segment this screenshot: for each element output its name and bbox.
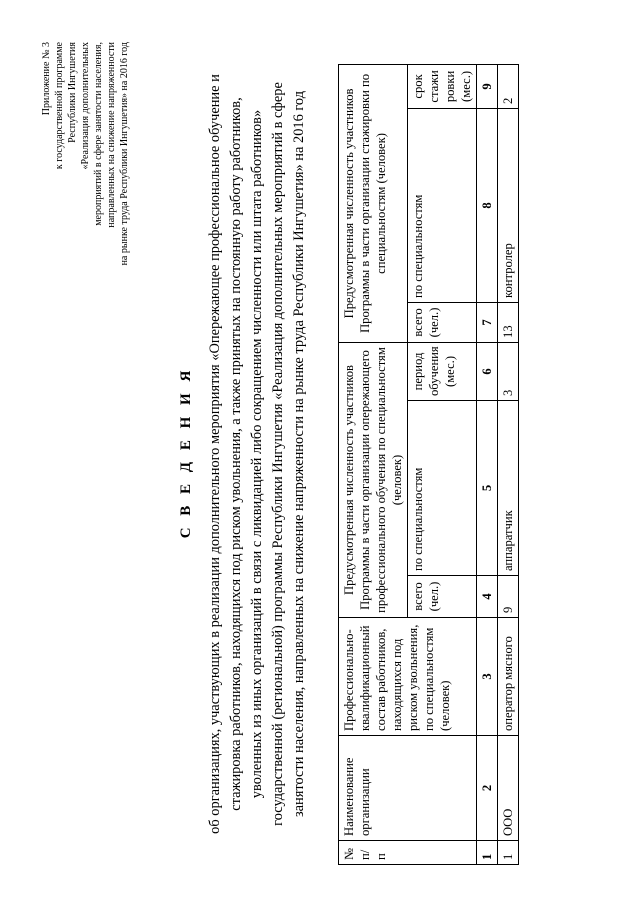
data-table: [338, 64, 519, 865]
header-training-total: всего (чел.): [408, 576, 477, 618]
cell-internship-spec: контролер: [498, 108, 519, 302]
document-title: С В Е Д Е Н И Я: [178, 366, 194, 539]
header-internship-group: Предусмотренная численность участников Программы в части организации стажировки по специальностям (человек): [339, 64, 408, 342]
header-internship-total: всего (чел.): [408, 302, 477, 342]
cell-internship-period: 2: [498, 64, 519, 108]
appendix-line: на рынке труда Республики Ингушетия» на 2016 год: [119, 42, 130, 266]
cell-training-period: 3: [498, 342, 519, 400]
header-internship-period: срок стажи ровки (мес.): [408, 64, 477, 108]
appendix-line: Республики Ингушетия: [67, 42, 78, 143]
appendix-line: «Реализация дополнительных: [80, 42, 91, 170]
appendix-line: направленных на снижение напряженности: [106, 42, 117, 228]
column-number: 9: [477, 64, 498, 108]
table-row: [498, 64, 519, 864]
column-number: 2: [477, 736, 498, 841]
column-number: 4: [477, 576, 498, 618]
appendix-line: к государственной программе: [54, 42, 65, 170]
cell-internship-total: 13: [498, 302, 519, 342]
cell-num: 1: [498, 841, 519, 865]
cell-training-total: 9: [498, 576, 519, 618]
column-number-row: [477, 64, 498, 864]
column-number: 8: [477, 108, 498, 302]
header-internship-by-spec: по специальностям: [408, 108, 477, 302]
document-subtitle: об организациях, участвующих в реализации дополнительного мероприятия «Опережающее профессиональное обучение и стажировка работников, находящихся под риском увольнения, а также принятых на постоянную работу работников, уволенных из иных организаций в связи с ликвидацией либо сокращением численности или штата работников» государственной (региональной) программы Республики Ингушетия «Реализация дополнительных мероприятий в сфере занятости населения, направленных на снижение напряженности на рынке труда Республики Ингушетия» на 2016 год: [207, 74, 307, 834]
header-training-period: период обучения (мес.): [408, 342, 477, 400]
column-number: 6: [477, 342, 498, 400]
cell-org: ООО: [498, 736, 519, 841]
column-number: 7: [477, 302, 498, 342]
header-num: № п/ п: [339, 841, 477, 865]
cell-composition: оператор мясного: [498, 618, 519, 736]
header-qual-composition: Профессионально-квалификационный состав работников, находящихся под риском увольнения, по специальностям (человек): [339, 618, 477, 736]
header-row: [339, 64, 408, 864]
appendix-line: мероприятий в сфере занятости населения,: [93, 42, 104, 226]
column-number: 1: [477, 841, 498, 865]
header-org-name: Наименование организации: [339, 736, 477, 841]
header-training-by-spec: по специальностям: [408, 401, 477, 576]
appendix-line: Приложение № 3: [41, 42, 52, 116]
column-number: 5: [477, 401, 498, 576]
header-training-group: Предусмотренная численность участников Программы в части организации опережающего профессионального обучения по специальностям (человек): [339, 342, 408, 617]
cell-training-spec: аппаратчик: [498, 401, 519, 576]
column-number: 3: [477, 618, 498, 736]
appendix-note: [40, 42, 131, 292]
